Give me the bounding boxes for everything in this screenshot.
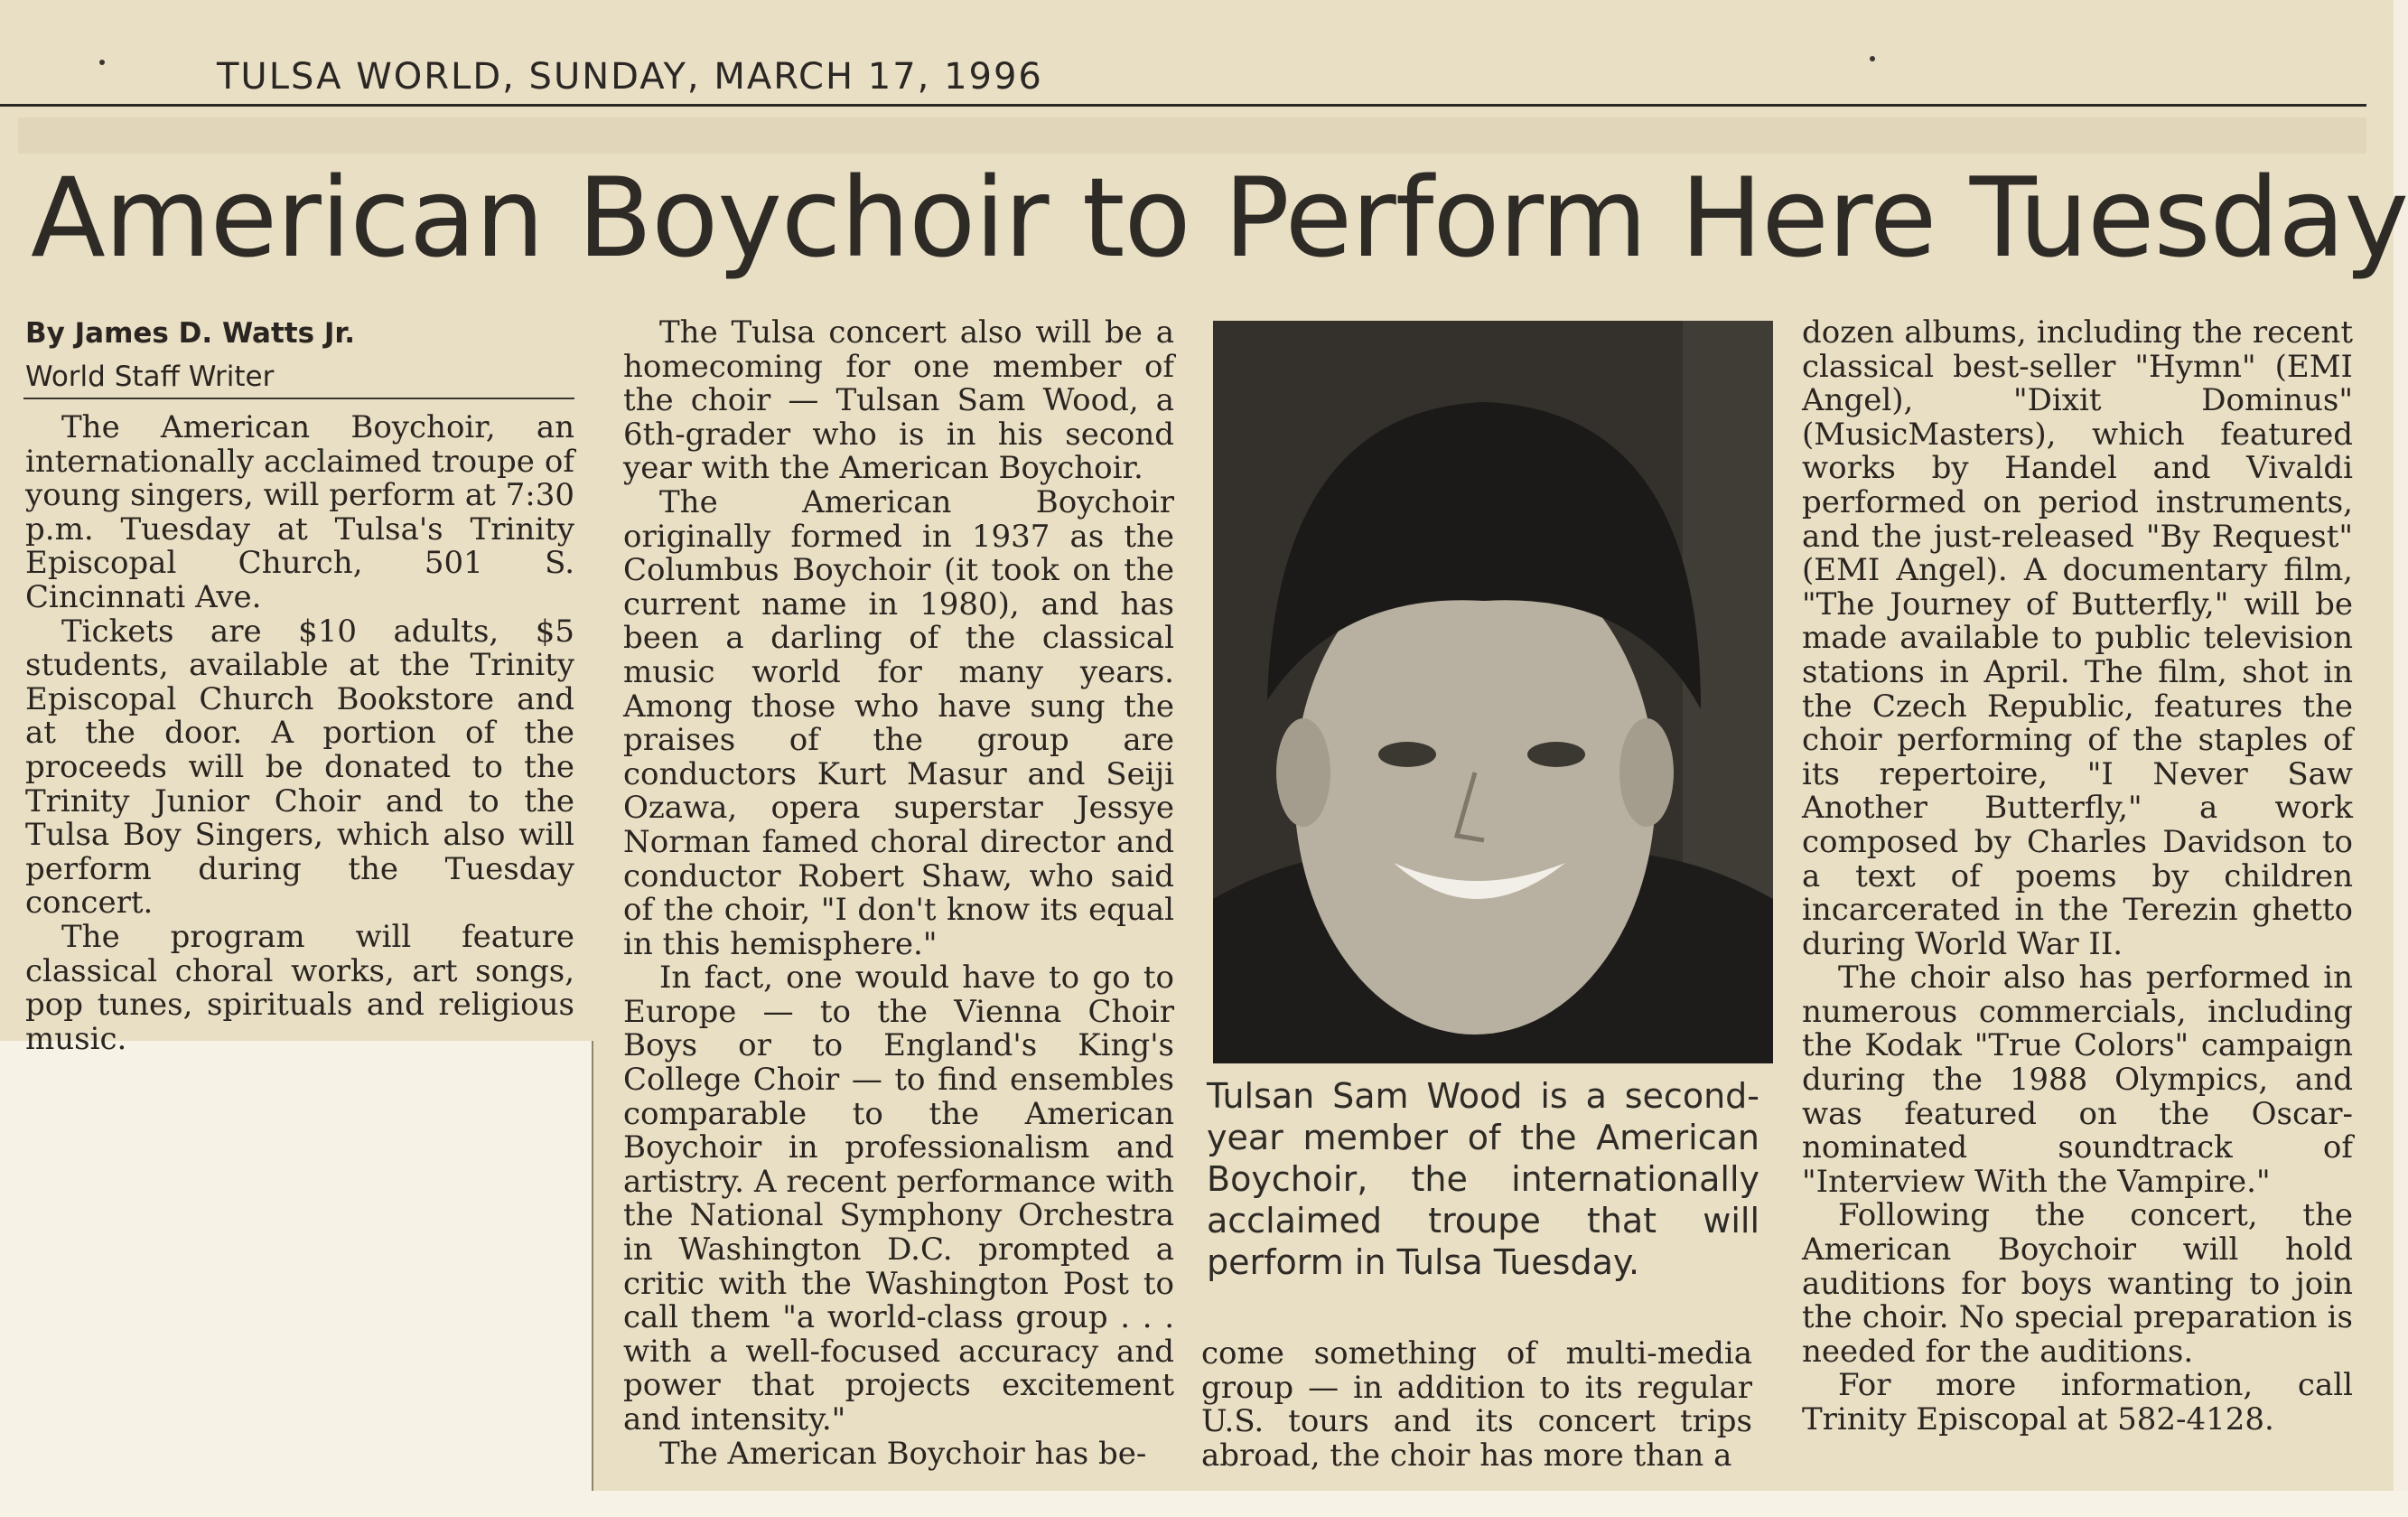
paragraph: The Tulsa concert also will be a homecoming for one member of the choir — Tulsan Sam Wood, a 6th-grader who is in his second year with the American Boychoir. [623, 314, 1174, 487]
header-rule [0, 104, 2366, 107]
photo-caption [1207, 1075, 1759, 1283]
column-rule [592, 1041, 593, 1491]
article-column-2-continued [1201, 1337, 1752, 1473]
clipping-cutout-background [0, 1041, 593, 1517]
paragraph: The choir also has performed in numerous commercials, including the Kodak "True Colors" campaign during the 1988 Olympics, and was featured on the Oscar-nominated soundtrack of "Interview With the Vampire." [1802, 960, 2353, 1200]
headline: American Boychoir to Perform Here Tuesday [31, 155, 2408, 282]
paragraph: For more information, call Trinity Episcopal at 582-4128. [1802, 1367, 2353, 1437]
paragraph: The program will feature classical choral works, art songs, pop tunes, spirituals and religious music. [25, 918, 574, 1057]
portrait-illustration [1213, 321, 1773, 1063]
paragraph: dozen albums, including the recent classical best-seller "Hymn" (EMI Angel), "Dixit Dominus" (MusicMasters), which featured works by Handel and Vivaldi performed on period instruments, and the just-released "By Request" (EMI Angel). A documentary film, "The Journey of Butterfly," will be made available to public television stations in April. The film, shot in the Czech Republic, features the choir performing of the staples of its repertoire, "I Never Saw Another Butterfly," a work composed by Charles Davidson to a text of poems by children incarcerated in the Terezin ghetto during World War II. [1802, 314, 2353, 962]
article-column-2 [623, 316, 1174, 1471]
byline-author: By James D. Watts Jr. [25, 317, 356, 350]
boy-portrait-photo [1213, 321, 1773, 1063]
byline-role: World Staff Writer [25, 361, 275, 393]
clipping-cutout-background-bottom [593, 1491, 2408, 1517]
paragraph: The American Boychoir, an internationally acclaimed troupe of young singers, will perform at 7:30 p.m. Tuesday at Tulsa's Trinity Episcopal Church, 501 S. Cincinnati Ave. [25, 409, 574, 615]
speck [1870, 56, 1875, 61]
article-column-1 [25, 411, 574, 1056]
byline [25, 312, 355, 398]
paragraph: The American Boychoir has be- [659, 1435, 1147, 1472]
bleed-through-strip [18, 117, 2366, 154]
paragraph: come something of multi-media group — in addition to its regular U.S. tours and its concert trips abroad, the choir has more than a [1201, 1335, 1752, 1474]
paragraph: In fact, one would have to go to Europe — to the Vienna Choir Boys or to England's King's College Choir — to find ensembles comparable to the American Boychoir in professionalism and artistry. A recent performance with the National Symphony Orchestra in Washington D.C. prompted a critic with the Washington Post to call them "a world-class group . . . with a well-focused accuracy and power that projects excitement and intensity." [623, 960, 1174, 1437]
article-column-3 [1802, 316, 2353, 1437]
paragraph: Following the concert, the American Boychoir will hold auditions for boys wanting to join the choir. No special preparation is needed for the auditions. [1802, 1197, 2353, 1370]
byline-rule [23, 398, 574, 399]
dateline: TULSA WORLD, SUNDAY, MARCH 17, 1996 [217, 56, 1043, 98]
paragraph: Tickets are $10 adults, $5 students, available at the Trinity Episcopal Church Bookstore and at the door. A portion of the proceeds will be donated to the Trinity Junior Choir and to the Tulsa Boy Singers, which also will perform during the Tuesday concert. [25, 613, 574, 922]
caption-text: Tulsan Sam Wood is a second-year member of the American Boychoir, the internationally acclaimed troupe that will perform in Tulsa Tuesday. [1207, 1076, 1759, 1282]
speck [99, 60, 105, 65]
paragraph: The American Boychoir originally formed in 1937 as the Columbus Boychoir (it took on the current name in 1980), and has been a darling of the classical music world for many years. Among those who have sung the praises of the group are conductors Kurt Masur and Seiji Ozawa, opera superstar Jessye Norman famed choral director and conductor Robert Shaw, who said of the choir, "I don't know its equal in this hemisphere." [623, 483, 1174, 962]
